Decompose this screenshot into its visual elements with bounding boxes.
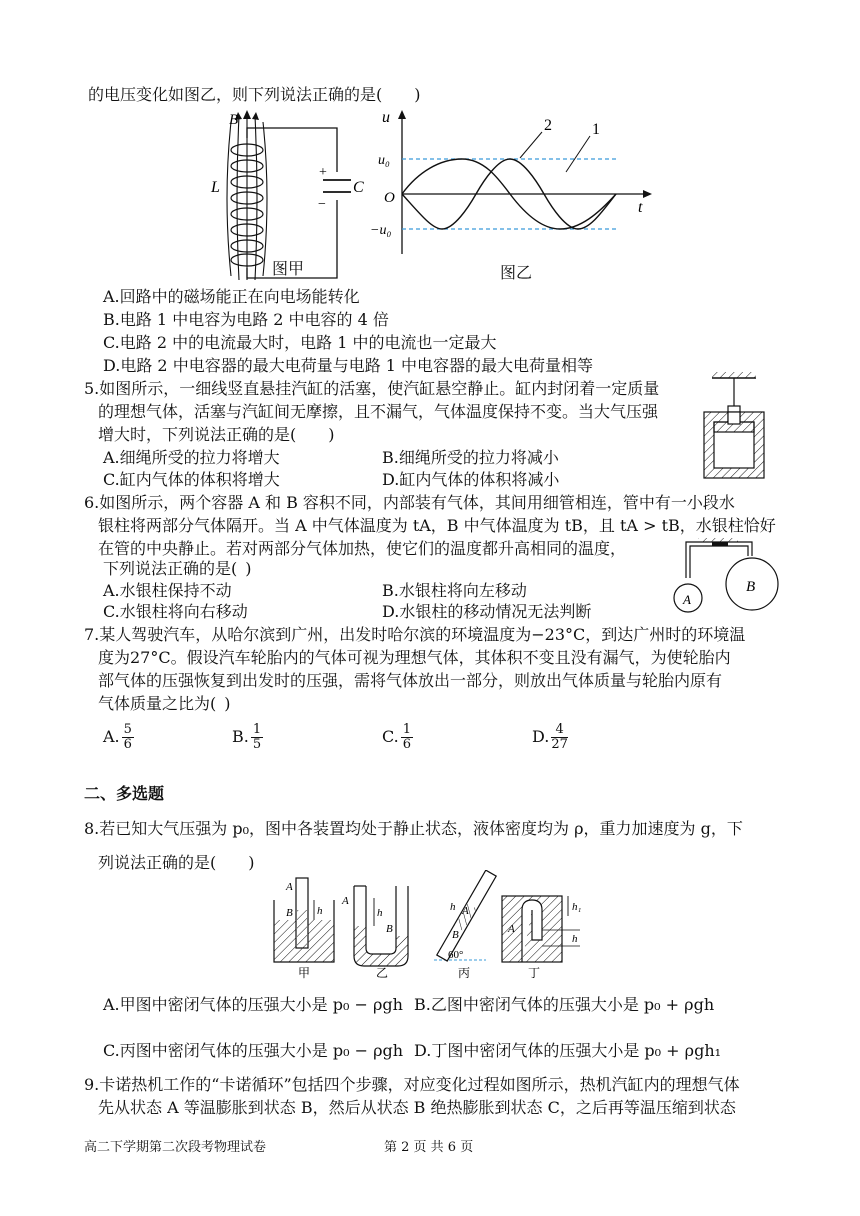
section-title: 二、多选题 [84, 784, 165, 803]
u0-label: u₀ [378, 153, 390, 168]
svg-text:h: h [317, 905, 323, 917]
q6-option-c: C.水银柱将向右移动 [103, 602, 248, 621]
q8-line-1: 8.若已知大气压强为 p₀，图中各装置均处于静止状态，液体密度均为 ρ，重力加速度为 g，下 [84, 819, 743, 838]
q4-option-c: C.电路 2 中的电流最大时，电路 1 中的电流也一定最大 [103, 333, 497, 352]
container-b-label: B [746, 579, 756, 595]
q7-line-2: 度为27°C。假设汽车轮胎内的气体可视为理想气体，其体积不变且没有漏气，为使轮胎内 [98, 648, 731, 667]
q6-line-2: 银柱将两部分气体隔开。当 A 中气体温度为 tA，B 中气体温度为 tB，且 tA > tB，水银柱恰好 [98, 516, 776, 535]
setup-bing [434, 870, 496, 980]
q5-line-1: 5.如图所示，一细线竖直悬挂汽缸的活塞，使汽缸悬空静止。缸内封闭着一定质量 [84, 379, 660, 398]
q4-option-d: D.电路 2 中电容器的最大电荷量与电路 1 中电容器的最大电荷量相等 [103, 356, 594, 375]
svg-text:B: B [286, 907, 293, 919]
q6-option-a: A.水银柱保持不动 [103, 581, 232, 600]
q7-line-1: 7.某人驾驶汽车，从哈尔滨到广州，出发时哈尔滨的环境温度为−23°C，到达广州时的环境温 [84, 625, 746, 644]
svg-text:丁: 丁 [528, 966, 541, 980]
svg-text:乙: 乙 [376, 966, 389, 980]
svg-text:A: A [286, 881, 293, 893]
q7-option-c: C. $\frac{1}{6}$ [382, 722, 412, 752]
q8-option-b: B.乙图中密闭气体的压强大小是 p₀ + ρgh [414, 995, 715, 1014]
svg-text:h₁: h₁ [572, 901, 582, 913]
q8-option-a: A.甲图中密闭气体的压强大小是 p₀ − ρgh [103, 995, 403, 1014]
q7-line-4: 气体质量之比为( ) [98, 694, 231, 713]
svg-text:A: A [342, 895, 349, 907]
q7-option-a: A. $\frac{5}{6}$ [103, 722, 132, 752]
q6-line-4: 下列说法正确的是( ) [103, 559, 252, 578]
t-axis-label: t [638, 199, 643, 216]
inductor-label: L [211, 179, 220, 196]
q4-figure-voltage-graph [370, 108, 660, 258]
footer-page-number: 第 2 页 共 6 页 [384, 1140, 474, 1155]
q6-option-d: D.水银柱的移动情况无法判断 [382, 602, 592, 621]
setup-jia [274, 878, 334, 980]
setup-ding [502, 896, 582, 980]
capacitor-minus: − [318, 197, 326, 212]
q5-line-2: 的理想气体，活塞与汽缸间无摩擦，且不漏气，气体温度保持不变。当大气压强 [98, 402, 659, 421]
q6-line-3: 在管的中央静止。若对两部分气体加热，使它们的温度都升高相同的温度， [98, 539, 627, 558]
footer-title: 高二下学期第二次段考物理试卷 [84, 1140, 267, 1155]
svg-text:h: h [377, 907, 383, 919]
q4-option-b: B.电路 1 中电容为电路 2 中电容的 4 倍 [103, 310, 389, 329]
q8-line-2: 列说法正确的是( ) [98, 853, 255, 872]
q8-option-c: C.丙图中密闭气体的压强大小是 p₀ − ρgh [103, 1041, 404, 1060]
q5-option-b: B.细绳所受的拉力将减小 [382, 448, 559, 467]
q7-option-d: D. $\frac{4}{27}$ [532, 722, 568, 752]
origin-label: O [384, 190, 395, 206]
q5-option-c: C.缸内气体的体积将增大 [103, 470, 280, 489]
neg-u0-label: −u₀ [370, 223, 392, 238]
svg-text:A: A [508, 923, 515, 935]
field-label: B [229, 112, 239, 128]
q8-option-d: D.丁图中密闭气体的压强大小是 p₀ + ρgh₁ [414, 1041, 722, 1060]
q8-figure-pressure-setups [270, 870, 600, 982]
container-a-label: A [683, 592, 691, 607]
q6-option-b: B.水银柱将向左移动 [382, 581, 527, 600]
q9-line-2: 先从状态 A 等温膨胀到状态 B，然后从状态 B 绝热膨胀到状态 C，之后再等温压缩到状态 [98, 1098, 736, 1117]
q6-figure-two-containers [668, 534, 786, 614]
q4-figure-right-caption: 图乙 [500, 263, 533, 282]
svg-text:B: B [452, 929, 459, 941]
q9-line-1: 9.卡诺热机工作的“卡诺循环”包括四个步骤，对应变化过程如图所示，热机汽缸内的理想气体 [84, 1075, 740, 1094]
q5-option-d: D.缸内气体的体积将减小 [382, 470, 560, 489]
q4-stem: 的电压变化如图乙，则下列说法正确的是( ) [88, 85, 421, 104]
q6-line-1: 6.如图所示，两个容器 A 和 B 容积不同，内部装有气体，其间用细管相连，管中有一小段水 [84, 493, 735, 512]
q4-option-a: A.回路中的磁场能正在向电场能转化 [103, 287, 360, 306]
curve-1-label: 1 [592, 121, 600, 138]
curve-2-label: 2 [544, 117, 552, 134]
q7-line-3: 部气体的压强恢复到出发时的压强，需将气体放出一部分，则放出气体质量与轮胎内原有 [98, 671, 723, 690]
svg-text:A: A [462, 905, 469, 917]
capacitor-plus: + [319, 165, 327, 180]
q5-figure-hanging-cylinder [700, 372, 770, 482]
q4-figure-left-caption: 图甲 [272, 259, 305, 278]
svg-text:B: B [386, 923, 393, 935]
svg-text:60°: 60° [448, 949, 464, 961]
q5-option-a: A.细绳所受的拉力将增大 [103, 448, 280, 467]
setup-yi [341, 886, 408, 980]
u-axis-label: u [382, 109, 390, 126]
q7-option-b: B. $\frac{1}{5}$ [232, 722, 262, 752]
capacitor-label: C [353, 179, 364, 196]
svg-text:丙: 丙 [458, 966, 471, 980]
svg-text:h: h [450, 901, 456, 913]
q5-line-3: 增大时，下列说法正确的是( ) [98, 425, 335, 444]
svg-text:甲: 甲 [298, 966, 311, 980]
svg-text:h: h [572, 933, 578, 945]
